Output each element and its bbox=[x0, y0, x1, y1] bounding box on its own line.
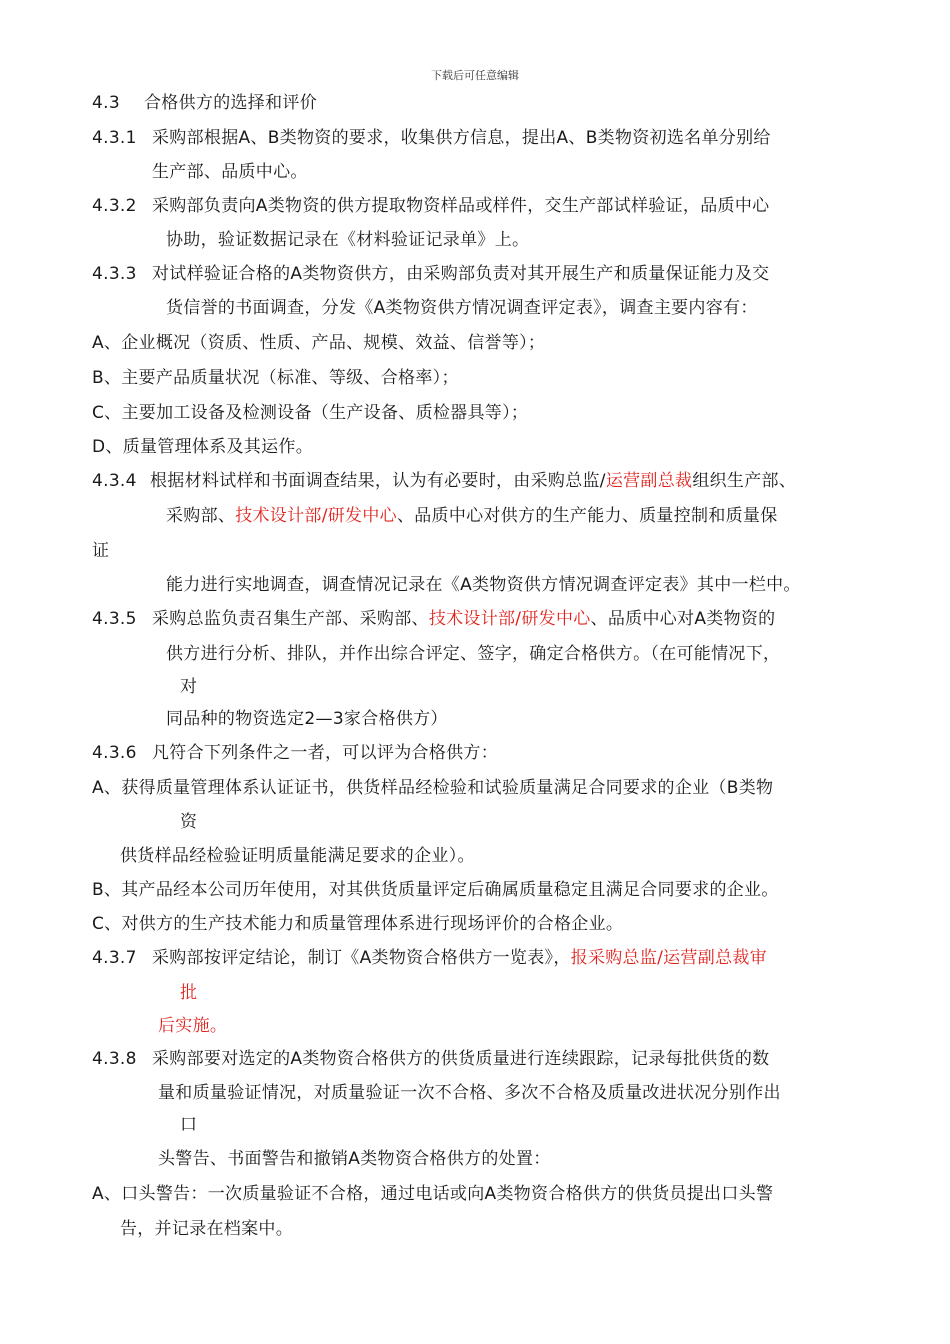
list-item-c: C、主要加工设备及检测设备（生产设备、质检器具等）； bbox=[92, 403, 529, 423]
clause-4-3-3-line-1 bbox=[92, 263, 769, 285]
list-item-b: B、其产品经本公司历年使用，对其供货质量评定后确属质量稳定且满足合同要求的企业。 bbox=[92, 880, 779, 900]
clause-4-3-8-line-4: 头警告、书面警告和撤销A类物资合格供方的处置： bbox=[158, 1149, 551, 1169]
list-item-a-line-1: A、口头警告：一次质量验证不合格，通过电话或向A类物资合格供方的供货员提出口头警 bbox=[92, 1184, 774, 1204]
list-item-a: A、企业概况（资质、性质、产品、规模、效益、信誉等）； bbox=[92, 333, 546, 353]
list-item-a-line-3: 供货样品经检验证明质量能满足要求的企业）。 bbox=[120, 846, 475, 866]
clause-4-3-3-line-2: 货信誉的书面调查，分发《A类物资供方情况调查评定表》，调查主要内容有： bbox=[166, 298, 758, 318]
clause-text: 采购部按评定结论，制订《A类物资合格供方一览表》， bbox=[152, 948, 571, 968]
clause-number: 4.3.6 bbox=[92, 743, 137, 763]
clause-4-3-2-line-1 bbox=[92, 195, 769, 217]
clause-4-3-2-line-2: 协助，验证数据记录在《材料验证记录单》上。 bbox=[166, 230, 530, 250]
section-title: 合格供方的选择和评价 bbox=[144, 93, 317, 113]
clause-text: 采购总监负责召集生产部、采购部、 bbox=[152, 609, 429, 629]
list-item-a-line-1: A、获得质量管理体系认证证书，供货样品经检验和试验质量满足合同要求的企业（B类物 bbox=[92, 778, 774, 798]
clause-text: 组织生产部、 bbox=[692, 471, 797, 491]
list-item-b: B、主要产品质量状况（标准、等级、合格率）； bbox=[92, 368, 459, 388]
clause-number: 4.3.5 bbox=[92, 609, 137, 629]
clause-number: 4.3.7 bbox=[92, 948, 137, 968]
clause-4-3-8-line-3: 口 bbox=[180, 1115, 198, 1135]
clause-4-3-4-line-4: 能力进行实地调查，调查情况记录在《A类物资供方情况调查评定表》其中一栏中。 bbox=[166, 575, 801, 595]
clause-text: 、品质中心对供方的生产能力、质量控制和质量保 bbox=[396, 506, 778, 526]
clause-number: 4.3.1 bbox=[92, 128, 137, 148]
clause-text: 对试样验证合格的A类物资供方，由采购部负责对其开展生产和质量保证能力及交 bbox=[152, 264, 770, 284]
highlight-text: 报采购总监/运营副总裁审 bbox=[570, 948, 767, 968]
clause-4-3-5-line-2: 供方进行分析、排队，并作出综合评定、签字，确定合格供方。（在可能情况下， bbox=[166, 644, 781, 664]
highlight-text: 技术设计部/研发中心 bbox=[235, 506, 397, 526]
highlight-text: 技术设计部/研发中心 bbox=[428, 609, 591, 629]
clause-4-3-4-line-1 bbox=[92, 470, 796, 492]
clause-number: 4.3.4 bbox=[92, 471, 137, 491]
list-item-a-line-2: 资 bbox=[180, 812, 198, 832]
clause-4-3-1-line-1 bbox=[92, 127, 771, 149]
clause-text: 凡符合下列条件之一者，可以评为合格供方： bbox=[152, 743, 498, 763]
clause-4-3-6-line-1 bbox=[92, 742, 498, 764]
clause-text: 根据材料试样和书面调查结果，认为有必要时，由采购总监/ bbox=[150, 471, 606, 491]
section-number: 4.3 bbox=[92, 93, 120, 113]
highlight-text: 运营副总裁 bbox=[605, 471, 693, 491]
clause-text: 采购部要对选定的A类物资合格供方的供货质量进行连续跟踪，记录每批供货的数 bbox=[152, 1049, 770, 1069]
clause-4-3-1-line-2: 生产部、品质中心。 bbox=[152, 162, 308, 182]
clause-4-3-4-line-3: 证 bbox=[92, 541, 110, 561]
clause-4-3-8-line-2: 量和质量验证情况，对质量验证一次不合格、多次不合格及质量改进状况分别作出 bbox=[158, 1083, 781, 1103]
clause-4-3-8-line-1 bbox=[92, 1048, 769, 1070]
clause-text: 、品质中心对A类物资的 bbox=[590, 609, 776, 629]
section-heading bbox=[92, 92, 317, 114]
clause-number: 4.3.2 bbox=[92, 196, 137, 216]
list-item-c: C、对供方的生产技术能力和质量管理体系进行现场评价的合格企业。 bbox=[92, 914, 624, 934]
clause-4-3-7-line-3: 后实施。 bbox=[158, 1016, 228, 1036]
clause-text: 采购部根据A、B类物资的要求，收集供方信息，提出A、B类物资初选名单分别给 bbox=[152, 128, 771, 148]
clause-text: 采购部负责向A类物资的供方提取物资样品或样件，交生产部试样验证，品质中心 bbox=[152, 196, 770, 216]
clause-4-3-5-line-1 bbox=[92, 608, 775, 630]
clause-4-3-7-line-2: 批 bbox=[180, 983, 198, 1003]
page-header: 下载后可任意编辑 bbox=[431, 69, 519, 82]
list-item-d: D、质量管理体系及其运作。 bbox=[92, 437, 313, 457]
clause-text: 采购部、 bbox=[166, 506, 236, 526]
clause-4-3-7-line-1 bbox=[92, 947, 767, 969]
clause-4-3-5-line-3: 对 bbox=[180, 677, 198, 697]
list-item-a-line-2: 告，并记录在档案中。 bbox=[120, 1219, 293, 1239]
clause-4-3-4-line-2 bbox=[166, 505, 778, 527]
clause-number: 4.3.8 bbox=[92, 1049, 137, 1069]
clause-4-3-5-line-4: 同品种的物资选定2—3家合格供方） bbox=[166, 709, 448, 729]
clause-number: 4.3.3 bbox=[92, 264, 137, 284]
